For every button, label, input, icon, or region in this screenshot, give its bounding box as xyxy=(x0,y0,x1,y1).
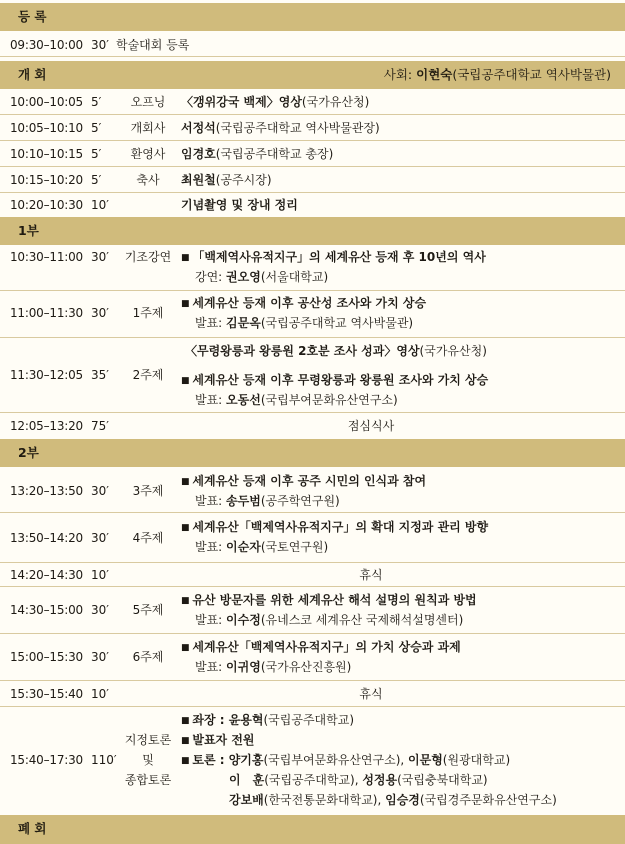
schedule-row xyxy=(0,115,625,141)
speaker-line: 발표: 송두범(공주학연구원) xyxy=(195,494,340,508)
schedule-row xyxy=(0,587,625,634)
row-content xyxy=(181,517,488,557)
schedule-row xyxy=(0,193,625,217)
row-time: 10:00–10:05 xyxy=(10,95,83,109)
section-title: 폐 회 xyxy=(18,821,47,836)
schedule-row xyxy=(0,141,625,167)
row-duration: 30′ xyxy=(91,306,109,320)
speaker-line: 발표: 이귀영(국가유산진흥원) xyxy=(195,660,352,674)
row-text: 학술대회 등록 xyxy=(116,38,190,52)
presenters-line: ■ 발표자 전원 xyxy=(181,730,557,750)
row-duration: 5′ xyxy=(91,147,102,161)
section-header-part1 xyxy=(0,217,625,245)
row-role: 기조강연 xyxy=(124,250,172,264)
row-duration: 10′ xyxy=(91,198,109,212)
row-duration: 30′ xyxy=(91,603,109,617)
row-duration: 30′ xyxy=(91,531,109,545)
speaker-line: 발표: 이순자(국토연구원) xyxy=(195,540,329,554)
section-header-part2 xyxy=(0,439,625,467)
row-time: 10:10–10:15 xyxy=(10,147,83,161)
row-content: 최원철(공주시장) xyxy=(181,173,272,187)
row-content xyxy=(181,710,557,810)
speaker-line: 발표: 김문옥(국립공주대학교 역사박물관) xyxy=(195,316,414,330)
talk-title: ■ 유산 방문자를 위한 세계유산 해석 설명의 원칙과 방법 xyxy=(181,590,477,610)
speaker-line: 강연: 권오영(서울대학교) xyxy=(195,270,329,284)
row-content: 〈갱위강국 백제〉영상(국가유산청) xyxy=(181,95,370,109)
row-role: 5주제 xyxy=(132,603,164,617)
host-info: 사회: 이현숙(국립공주대학교 역사박물관) xyxy=(383,67,611,82)
row-time: 10:15–10:20 xyxy=(10,173,83,187)
schedule-row xyxy=(0,634,625,681)
row-content xyxy=(181,637,461,677)
row-duration: 75′ xyxy=(91,419,109,433)
section-header-closing xyxy=(0,815,625,844)
section-title: 개 회 xyxy=(18,67,47,82)
row-content xyxy=(181,590,477,630)
row-role: 지정토론 및 종합토론 xyxy=(124,733,172,787)
talk-title: ■ 세계유산「백제역사유적지구」의 확대 지정과 관리 방향 xyxy=(181,517,488,537)
row-content xyxy=(181,341,488,410)
talk-title: ■ 세계유산 등재 이후 공산성 조사와 가치 상승 xyxy=(181,293,426,313)
schedule-row xyxy=(0,563,625,587)
row-text: 휴식 xyxy=(359,568,383,582)
row-time: 13:20–13:50 xyxy=(10,484,83,498)
row-time: 15:00–15:30 xyxy=(10,650,83,664)
row-text: 점심식사 xyxy=(347,419,395,433)
schedule-row xyxy=(0,681,625,707)
row-time: 15:30–15:40 xyxy=(10,687,83,701)
row-duration: 30′ xyxy=(91,650,109,664)
row-content: 임경호(국립공주대학교 총장) xyxy=(181,147,334,161)
schedule-row xyxy=(0,245,625,291)
row-time: 10:05–10:10 xyxy=(10,121,83,135)
row-role: 개회사 xyxy=(130,121,166,135)
row-text: 휴식 xyxy=(359,687,383,701)
schedule-row xyxy=(0,413,625,439)
row-duration: 30′ xyxy=(91,250,109,264)
panel-line: 강보배(한국전통문화대학교), 임승경(국립경주문화유산연구소) xyxy=(229,793,557,807)
schedule-row xyxy=(0,291,625,338)
schedule-row xyxy=(0,89,625,115)
row-role: 3주제 xyxy=(132,484,164,498)
row-role: 오프닝 xyxy=(130,95,166,109)
section-header-registration xyxy=(0,3,625,31)
schedule-row xyxy=(0,338,625,413)
row-time: 13:50–14:20 xyxy=(10,531,83,545)
section-title: 등 록 xyxy=(18,9,47,24)
row-duration: 35′ xyxy=(91,368,109,382)
speaker-line: 발표: 오동선(국립부여문화유산연구소) xyxy=(195,393,398,407)
row-content: 기념촬영 및 장내 정리 xyxy=(181,198,298,212)
row-role: 2주제 xyxy=(132,368,164,382)
row-role: 1주제 xyxy=(132,306,164,320)
row-duration: 30′ xyxy=(91,484,109,498)
schedule-row xyxy=(0,707,625,813)
row-content: 서정석(국립공주대학교 역사박물관장) xyxy=(181,121,380,135)
row-role: 4주제 xyxy=(132,531,164,545)
schedule-row xyxy=(0,167,625,193)
row-duration: 110′ xyxy=(91,753,117,767)
row-time: 14:30–15:00 xyxy=(10,603,83,617)
row-time: 11:00–11:30 xyxy=(10,306,83,320)
section-title: 1부 xyxy=(18,223,39,238)
schedule-row xyxy=(0,513,625,563)
row-duration: 5′ xyxy=(91,95,102,109)
talk-title: ■ 세계유산 등재 이후 무령왕릉과 왕릉원 조사와 가치 상승 xyxy=(181,370,488,390)
row-content xyxy=(181,247,486,287)
schedule-row xyxy=(0,33,625,57)
video-line: 〈무령왕릉과 왕릉원 2호분 조사 성과〉영상(국가유산청) xyxy=(185,344,487,358)
talk-title: ■ 「백제역사유적지구」의 세계유산 등재 후 10년의 역사 xyxy=(181,247,486,267)
row-content xyxy=(181,471,426,511)
section-header-opening xyxy=(0,61,625,89)
speaker-line: 발표: 이수정(유네스코 세계유산 국제해석설명센터) xyxy=(195,613,464,627)
row-duration: 30′ xyxy=(91,38,109,52)
row-role: 축사 xyxy=(136,173,160,187)
row-time: 10:30–11:00 xyxy=(10,250,83,264)
row-content xyxy=(181,293,426,333)
talk-title: ■ 세계유산 등재 이후 공주 시민의 인식과 참여 xyxy=(181,471,426,491)
row-role: 환영사 xyxy=(130,147,166,161)
row-time: 15:40–17:30 xyxy=(10,753,83,767)
panel-line: 이 훈(국립공주대학교), 성정용(국립충북대학교) xyxy=(229,773,488,787)
row-duration: 10′ xyxy=(91,568,109,582)
row-duration: 5′ xyxy=(91,173,102,187)
row-time: 11:30–12:05 xyxy=(10,368,83,382)
panel-line: ■ 토론 : 양기홍(국립부여문화유산연구소), 이문형(원광대학교) xyxy=(181,750,557,770)
row-time: 12:05–13:20 xyxy=(10,419,83,433)
schedule-row xyxy=(0,467,625,513)
talk-title: ■ 세계유산「백제역사유적지구」의 가치 상승과 과제 xyxy=(181,637,461,657)
row-time: 14:20–14:30 xyxy=(10,568,83,582)
chair-line: ■ 좌장 : 윤용혁(국립공주대학교) xyxy=(181,710,557,730)
row-duration: 10′ xyxy=(91,687,109,701)
row-time: 10:20–10:30 xyxy=(10,198,83,212)
row-duration: 5′ xyxy=(91,121,102,135)
row-role: 6주제 xyxy=(132,650,164,664)
row-time: 09:30–10:00 xyxy=(10,38,83,52)
section-title: 2부 xyxy=(18,445,39,460)
